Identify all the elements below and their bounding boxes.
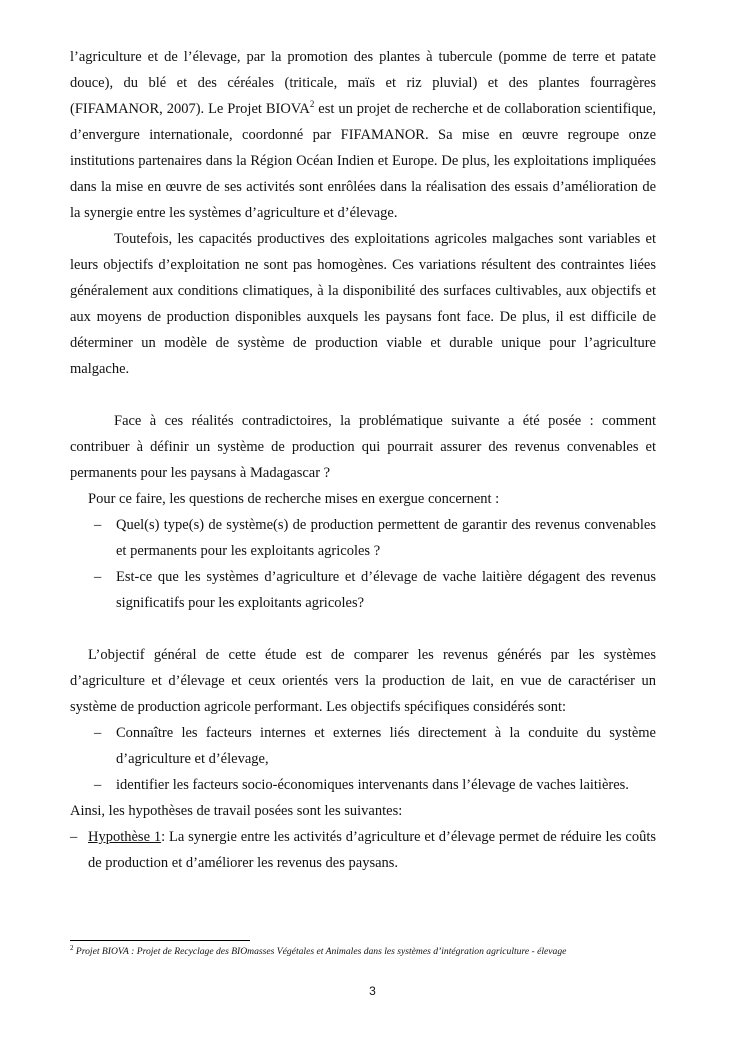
paragraph-capacites: Toutefois, les capacités productives des exploitations agricoles malgaches sont variables et leurs objectifs d’exploitation ne sont pas homogènes. Ces variations résultent des contraintes liées généralement aux conditions climatiques, à la disponibilité des surfaces cultivables, aux objectifs et aux moyens de production disponibles auxquels les paysans font face. De plus, il est difficile de déterminer un modèle de système de production viable et durable unique pour l’agriculture malgache. [70,231,656,377]
dash-bullet: – [94,777,102,793]
paragraph-hypotheses-intro: Ainsi, les hypothèses de travail posées sont les suivantes: [70,803,403,819]
dash-bullet: – [70,829,78,845]
paragraph-problematique: Face à ces réalités contradictoires, la problématique suivante a été posée : comment contribuer à définir un système de production qui pourrait assurer des revenus convenables et permanents pour les paysans à Madagascar ? [70,413,656,481]
hypothesis-item [70,824,656,876]
dash-bullet: – [94,725,102,741]
research-questions-list [70,512,656,616]
footnote-divider [70,940,250,941]
list-item: – Connaître les facteurs internes et externes liés directement à la conduite du système d’agriculture et d’élevage, [70,720,656,772]
dash-bullet: – [94,569,102,585]
paragraph-intro: l’agriculture et de l’élevage, par la promotion des plantes à tubercule (pomme de terre et patate douce), du blé et des céréales (triticale, maïs et riz pluvial) et des plantes fourragères (FIFAMANOR, 2007). Le Projet BIOVA$^2$ est un projet de recherche et de collaboration scientifique, d’envergure internationale, coordonné par FIFAMANOR. Sa mise en œuvre regroupe onze institutions partenaires dans la Région Océan Indien et Europe. De plus, les exploitations impliquées dans la mise en œuvre de ses activités sont enrôlées dans la réalisation des essais d’amélioration de la synergie entre les systèmes d’agriculture et d’élevage. [70,49,657,221]
page-number: 3 [369,984,376,998]
list-item: – identifier les facteurs socio-économiques intervenants dans l’élevage de vaches laitières. [70,772,656,798]
footnote: $^2$ Projet BIOVA : Projet de Recyclage des BIOmasses Végétales et Animales dans les systèmes d’intégration agriculture - élevage [70,943,567,957]
objectives-list [70,720,656,798]
list-item: – Est-ce que les systèmes d’agriculture et d’élevage de vache laitière dégagent des revenus significatifs pour les exploitants agricoles? [70,564,656,616]
paragraph-questions-intro: Pour ce faire, les questions de recherche mises en exergue concernent : [88,491,500,507]
list-item: – Quel(s) type(s) de système(s) de production permettent de garantir des revenus convenables et permanents pour les exploitants agricoles ? [70,512,656,564]
document-body [70,44,656,876]
hypothesis-text: : La synergie entre les activités d’agriculture et d’élevage permet de réduire les coûts de production et d’améliorer les revenus des paysans. [88,829,656,871]
footnote-ref: 2 [309,99,315,110]
dash-bullet: – [94,517,102,533]
hypothesis-label: Hypothèse 1 [88,829,162,845]
footnote-number: 2 [70,943,74,952]
paragraph-objectif: L’objectif général de cette étude est de comparer les revenus générés par les systèmes d’agriculture et d’élevage et ceux orientés vers la production de lait, en vue de caractériser un système de production agricole performant. Les objectifs spécifiques considérés sont: [70,647,656,715]
